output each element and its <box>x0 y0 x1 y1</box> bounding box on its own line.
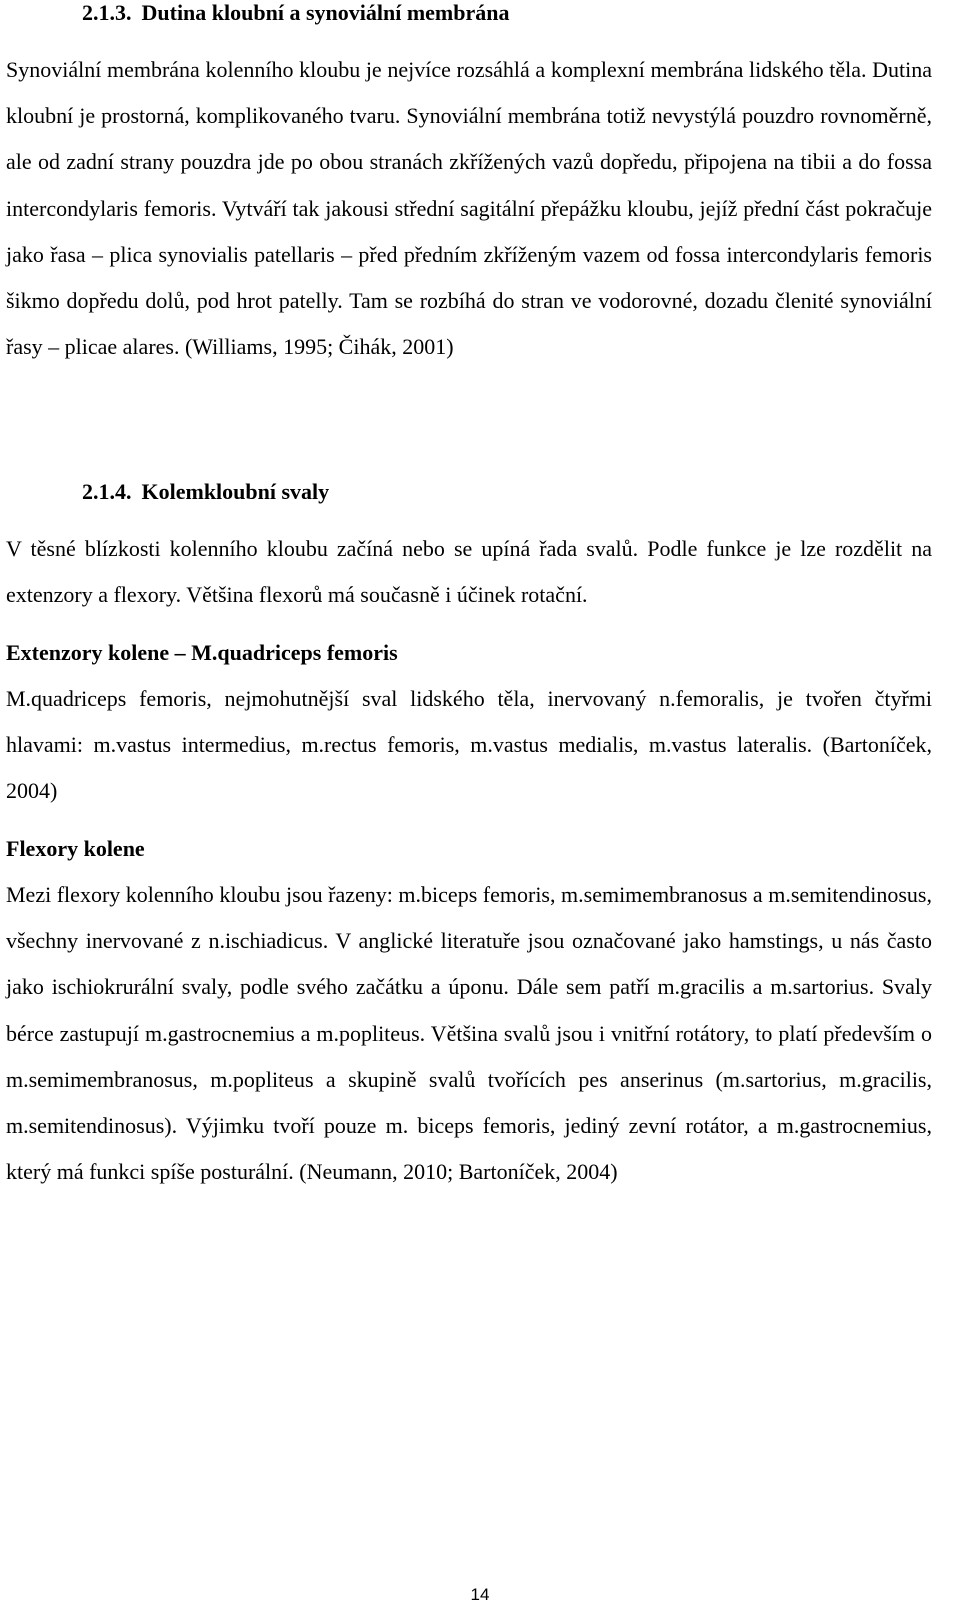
paragraph-extensors: M.quadriceps femoris, nejmohutnější sval lidského těla, inervovaný n.femoralis, je tvořen čtyřmi hlavami: m.vastus intermedius, m.rectus femoris, m.vastus medialis, m.vastus lateralis. (Bartoníček, 2004) <box>6 686 932 804</box>
subheading-extensors: Extenzory kolene – M.quadriceps femoris <box>6 640 398 665</box>
paragraph-periarticular-muscles: V těsné blízkosti kolenního kloubu začíná nebo se upíná řada svalů. Podle funkce je lze rozdělit na extenzory a flexory. Většina flexorů má současně i účinek rotační. <box>6 536 932 608</box>
section-heading-2-1-3 <box>82 0 509 26</box>
paragraph-synovial-membrane: Synoviální membrána kolenního kloubu je nejvíce rozsáhlá a komplexní membrána lidského těla. Dutina kloubní je prostorná, komplikovaného tvaru. Synoviální membrána totiž nevystýlá pouzdro rovnoměrně, ale od zadní strany pouzdra jde po obou stranách zkřížených vazů dopředu, připojena na tibii a do fossa intercondylaris femoris. Vytváří tak jakousi střední sagitální přepážku kloubu, jejíž přední část pokračuje jako řasa – plica synovialis patellaris – před předním zkříženým vazem od fossa intercondylaris femoris šikmo dopředu dolů, pod hrot patelly. Tam se rozbíhá do stran ve vodorovné, dozadu členité synoviální řasy – plicae alares. (Williams, 1995; Čihák, 2001) <box>6 57 932 360</box>
section-number: 2.1.3. <box>82 0 132 25</box>
section-title: Dutina kloubní a synoviální membrána <box>141 0 510 25</box>
section-number: 2.1.4. <box>82 479 132 504</box>
section-title: Kolemkloubní svaly <box>141 479 330 504</box>
section-heading-2-1-4 <box>82 479 329 505</box>
subheading-flexors: Flexory kolene <box>6 836 145 861</box>
paragraph-flexors: Mezi flexory kolenního kloubu jsou řazeny: m.biceps femoris, m.semimembranosus a m.semitendinosus, všechny inervované z n.ischiadicus. V anglické literatuře jsou označované jako hamstings, u nás často jako ischiokrurální svaly, podle svého začátku a úponu. Dále sem patří m.gracilis a m.sartorius. Svaly bérce zastupují m.gastrocnemius a m.popliteus. Většina svalů jsou i vnitřní rotátory, to platí především o m.semimembranosus, m.popliteus a skupině svalů tvořících pes anserinus (m.sartorius, m.gracilis, m.semitendinosus). Výjimku tvoří pouze m. biceps femoris, jediný zevní rotátor, a m.gastrocnemius, který má funkci spíše posturální. (Neumann, 2010; Bartoníček, 2004) <box>6 882 932 1185</box>
page-number: 14 <box>470 1585 490 1604</box>
